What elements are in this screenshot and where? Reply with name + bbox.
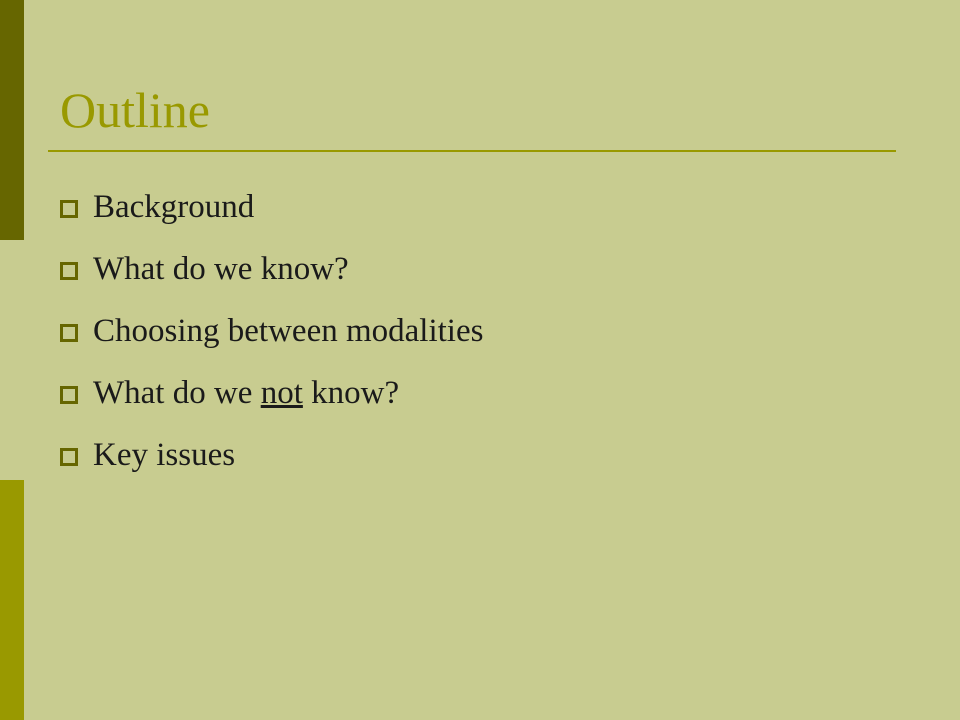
bullet-list: [60, 176, 483, 486]
title-divider: [48, 150, 896, 152]
bullet-item-what-we-know: [60, 238, 483, 300]
bullet-item-background: [60, 176, 483, 238]
bullet-text-emphasis: not: [260, 374, 303, 411]
bullet-text-before: What do we: [93, 374, 261, 411]
square-bullet-icon: [60, 200, 78, 218]
slide-title: Outline: [60, 82, 210, 138]
bullet-text: Choosing between modalities: [93, 312, 484, 349]
side-bar-middle: [0, 240, 24, 480]
bullet-text-after: know?: [302, 374, 400, 411]
square-bullet-icon: [60, 386, 78, 404]
square-bullet-icon: [60, 262, 78, 280]
side-bar-top: [0, 0, 24, 240]
bullet-text: Key issues: [93, 436, 236, 473]
bullet-item-what-we-not-know: [60, 362, 483, 424]
square-bullet-icon: [60, 324, 78, 342]
bullet-item-choosing-modalities: [60, 300, 483, 362]
square-bullet-icon: [60, 448, 78, 466]
bullet-text: [93, 375, 399, 412]
bullet-item-key-issues: [60, 424, 483, 486]
side-bar-bottom: [0, 480, 24, 720]
bullet-text: Background: [93, 188, 255, 225]
bullet-text: What do we know?: [93, 250, 349, 287]
